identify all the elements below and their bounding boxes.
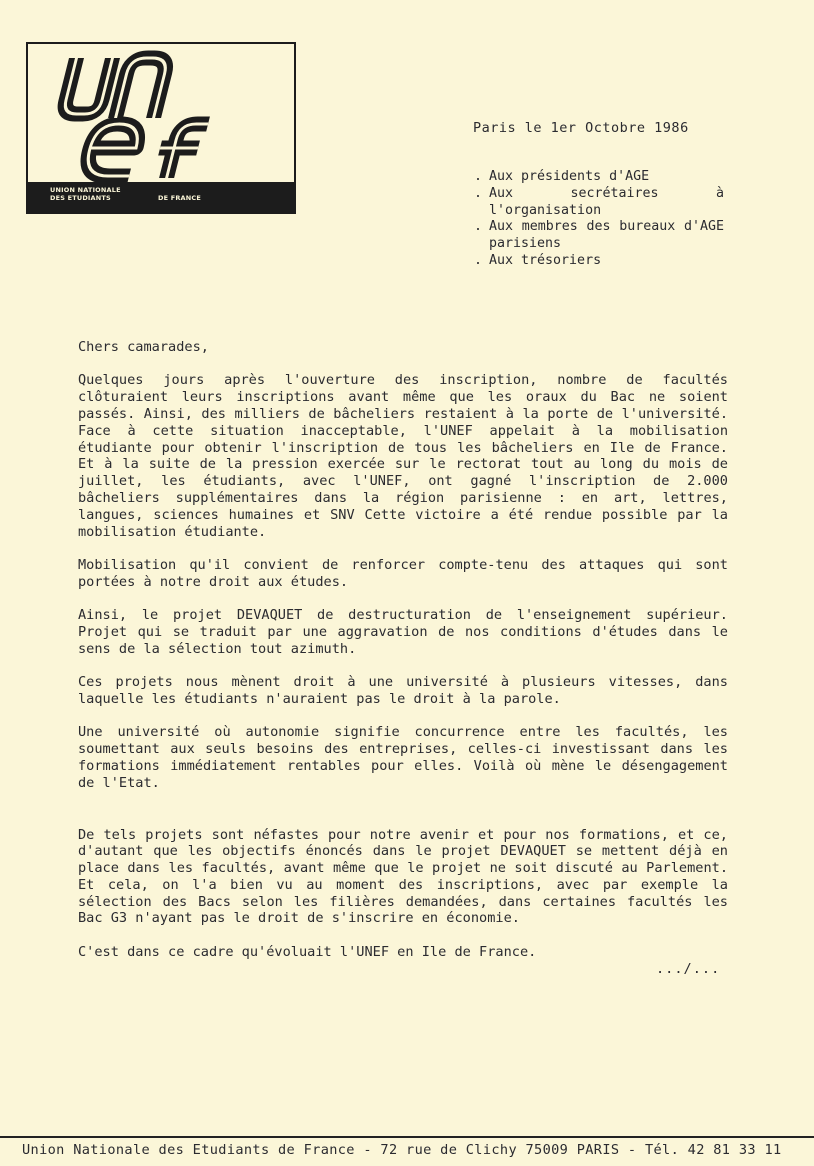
letter-date: Paris le 1er Octobre 1986: [473, 120, 689, 136]
letter-body: [78, 339, 728, 977]
recipient-item: . Aux membres des bureaux d'AGE parisiens: [474, 219, 724, 252]
footer-address: Union Nationale des Etudiants de France - 72 rue de Clichy 75009 PARIS - Tél. 42 81 33 11: [22, 1142, 782, 1158]
body-paragraph: Une université où autonomie signifie concurrence entre les facultés, les soumettant aux seuls besoins des entreprises, celles-ci investissant dans les formations immédiatement rentables pour elles. Voilà où mène le désengagement de l'Etat.: [78, 724, 728, 791]
recipient-item: . Aux secrétaires à l'organisation: [474, 185, 724, 218]
logo-subtitle: [50, 186, 130, 202]
recipient-item: . Aux trésoriers: [474, 252, 602, 268]
body-paragraph: Ces projets nous mènent droit à une université à plusieurs vitesses, dans laquelle les étudiants n'auraient pas le droit à la parole.: [78, 674, 728, 707]
body-paragraph: Ainsi, le projet DEVAQUET de destructuration de l'enseignement supérieur. Projet qui se traduit par une aggravation de nos conditions d'études dans le sens de la sélection tout azimuth.: [78, 607, 728, 657]
logo-line-1: UNION NATIONALE: [50, 186, 121, 194]
logo-line-3: DE FRANCE: [158, 194, 202, 202]
body-paragraph: Mobilisation qu'il convient de renforcer compte-tenu des attaques qui sont portées à notre droit aux études.: [78, 556, 728, 590]
salutation: Chers camarades,: [78, 339, 209, 355]
body-paragraph: De tels projets sont néfastes pour notre avenir et pour nos formations, et ce, d'autant que les objectifs énoncés dans le projet DEVAQUET se mettent déjà en place dans les facultés, avant même que le projet ne soit discuté au Parlement. Et cela, on l'a bien vu au moment des inscriptions, avec par exemple la sélection des Bacs selon les filières demandées, dans certaines facultés les Bac G3 n'ayant pas le droit de s'inscrire en économie.: [78, 826, 728, 927]
body-paragraph: C'est dans ce cadre qu'évoluait l'UNEF en Ile de France.: [78, 943, 537, 960]
footer-divider: [0, 1136, 814, 1138]
logo-line-2: DES ETUDIANTS: [50, 194, 111, 202]
recipient-list: [474, 169, 724, 270]
unef-logo: [26, 42, 296, 214]
body-paragraph: Quelques jours après l'ouverture des inscription, nombre de facultés clôturaient leurs inscriptions avant même que les oraux du Bac ne soient passés. Ainsi, des milliers de bâcheliers restaient à la porte de l'université. Face à cette situation inacceptable, l'UNEF appelait à la mobilisation étudiante pour obtenir l'inscription de tous les bâcheliers en Ile de France. Et à la suite de la pression exercée sur le rectorat tout au long du mois de juillet, les étudiants, avec l'UNEF, ont gagné l'inscription de 2.000 bâcheliers supplémentaires dans la région parisienne : en art, lettres, langues, sciences humaines et SNV Cette victoire a été rendue possible par la mobilisation étudiante.: [78, 372, 728, 540]
recipient-item: . Aux présidents d'AGE: [474, 169, 650, 184]
continued-marker: .../...: [656, 961, 721, 977]
